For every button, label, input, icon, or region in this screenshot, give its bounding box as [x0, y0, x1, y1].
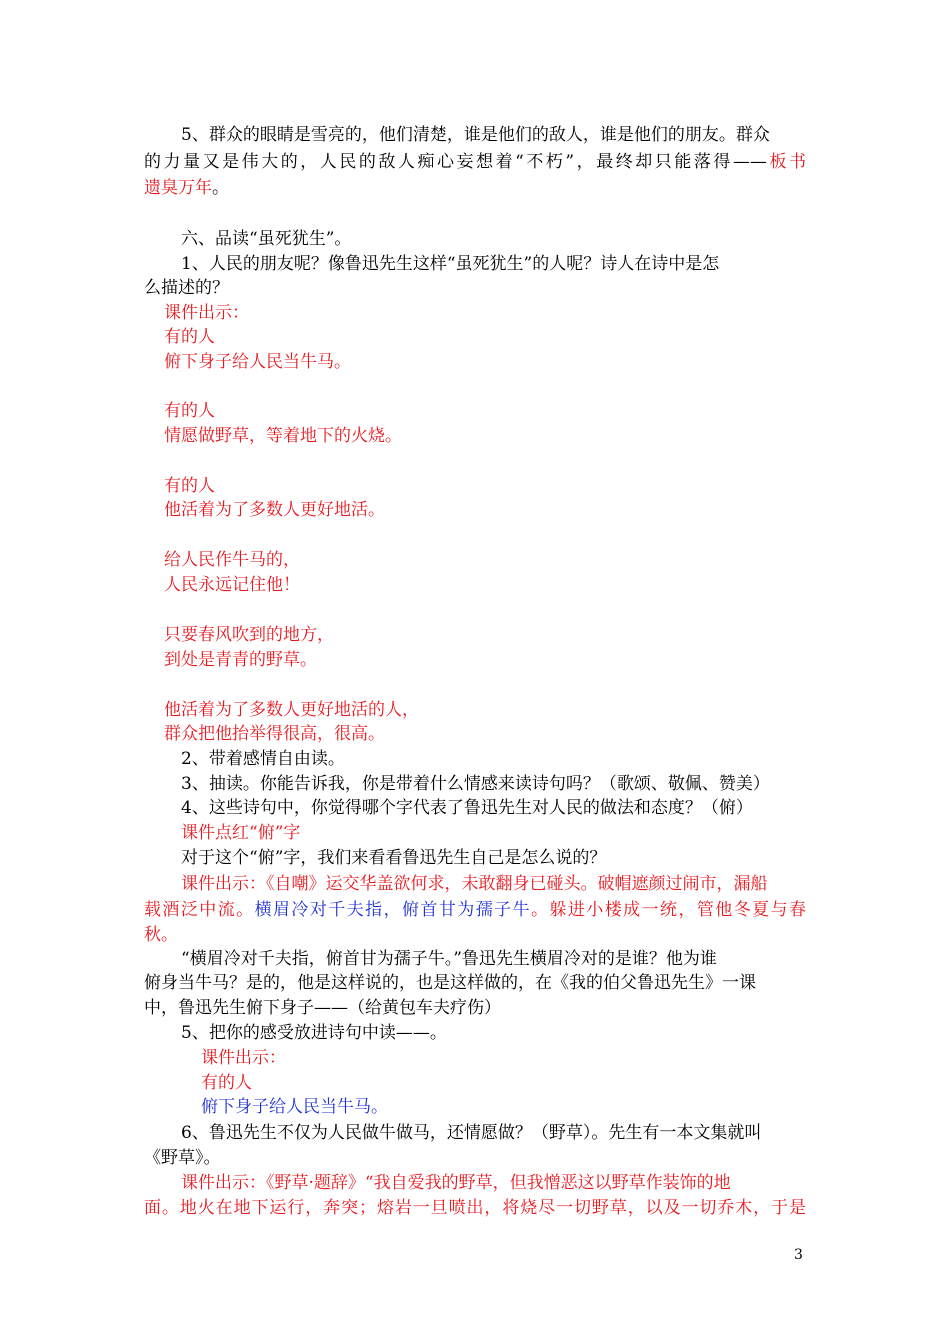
text-segment: 2、带着感情自由读。	[181, 749, 345, 769]
text-line	[181, 872, 768, 896]
poem-line	[164, 722, 385, 746]
text-segment: 群众把他抬举得很高，很高。	[164, 724, 385, 744]
text-segment: 课件出示：	[201, 1048, 286, 1068]
poem-line	[164, 325, 215, 349]
poem-line	[201, 1071, 252, 1095]
section-heading	[181, 227, 351, 251]
text-segment: 到处是青青的野草。	[164, 650, 317, 670]
text-line	[144, 971, 756, 995]
text-line	[181, 821, 300, 845]
text-line	[181, 796, 753, 820]
text-segment: 面。地火在地下运行，奔突；熔岩一旦喷出，将烧尽一切野草，以及一切乔木，于是	[144, 1198, 806, 1218]
text-line	[201, 1046, 286, 1070]
poem-line	[164, 350, 351, 374]
poem-line	[164, 498, 385, 522]
poem-line	[164, 698, 419, 722]
text-segment: “横眉冷对千夫指，俯首甘为孺子牛。”鲁迅先生横眉冷对的是谁？他为谁	[181, 949, 717, 969]
poem-line	[164, 424, 402, 448]
text-line	[144, 150, 806, 174]
text-segment: 课件出示：《野草·题辞》“我自爱我的野草，但我憎恶这以野草作装饰的地	[181, 1173, 731, 1193]
text-line	[144, 1196, 806, 1220]
text-line	[181, 846, 606, 870]
text-line	[181, 1121, 761, 1145]
text-segment: 人民永远记住他！	[164, 575, 300, 595]
text-segment: 给人民作牛马的，	[164, 550, 300, 570]
text-line	[144, 176, 229, 200]
text-line	[181, 252, 719, 276]
text-segment: 俯下身子给人民当牛马。	[164, 352, 351, 372]
text-line	[144, 276, 229, 300]
text-segment: 课件出示：《自嘲》运交华盖欲何求，未敢翻身已碰头。破帽遮颜过闹市，漏船	[181, 874, 768, 894]
poem-line	[164, 399, 215, 423]
text-segment: 载酒泛中流。	[144, 900, 255, 920]
text-line	[144, 1146, 221, 1170]
poem-line	[164, 474, 215, 498]
text-segment: 课件出示：	[164, 303, 249, 323]
text-segment: 1、人民的朋友呢？像鲁迅先生这样“虽死犹生”的人呢？诗人在诗中是怎	[181, 254, 720, 274]
text-line	[181, 772, 770, 796]
page-number: 3	[794, 1247, 803, 1263]
text-segment: 对于这个“俯”字，我们来看看鲁迅先生自己是怎么说的？	[181, 848, 607, 868]
text-segment: 中，鲁迅先生俯下身子——（给黄包车夫疗伤）	[144, 998, 501, 1018]
text-segment: 3、抽读。你能告诉我，你是带着什么情感来读诗句吗？（歌颂、敬佩、赞美）	[181, 774, 770, 794]
text-segment: 遗臭万年	[144, 178, 212, 198]
poem-line	[164, 573, 300, 597]
text-line	[144, 923, 178, 947]
text-segment: 有的人	[164, 401, 215, 421]
text-segment: 的力量又是伟大的，人民的敌人痴心妄想着“不朽”，最终却只能落得——	[144, 152, 767, 172]
text-segment: 有的人	[164, 327, 215, 347]
text-segment: 情愿做野草，等着地下的火烧。	[164, 426, 402, 446]
text-segment: 4、这些诗句中，你觉得哪个字代表了鲁迅先生对人民的做法和态度？（俯）	[181, 798, 753, 818]
text-segment: 横眉冷对千夫指，俯首甘为孺子牛	[254, 900, 532, 920]
text-segment: 他活着为了多数人更好地活。	[164, 500, 385, 520]
text-line	[144, 996, 501, 1020]
text-line	[164, 301, 249, 325]
text-segment: 《野草》。	[144, 1148, 221, 1168]
text-segment: 6、鲁迅先生不仅为人民做牛做马，还情愿做？（野草）。先生有一本文集就叫	[181, 1123, 762, 1143]
text-segment: 板书	[766, 152, 807, 172]
text-segment: 。躲进小楼成一统，管他冬夏与春	[531, 900, 807, 920]
text-line	[181, 1171, 731, 1195]
text-segment: 5、把你的感受放进诗句中读——。	[181, 1023, 447, 1043]
text-segment: 六、品读“虽死犹生”。	[181, 229, 352, 249]
text-segment: 。	[212, 178, 229, 198]
text-segment: 俯身当牛马？是的，他是这样说的，也是这样做的，在《我的伯父鲁迅先生》一课	[144, 973, 756, 993]
poem-line	[164, 623, 334, 647]
text-segment: 么描述的？	[144, 278, 229, 298]
text-line	[181, 1021, 447, 1045]
text-segment: 俯下身子给人民当牛马。	[201, 1097, 388, 1117]
text-line	[181, 747, 345, 771]
poem-line	[201, 1095, 388, 1119]
text-segment: 秋。	[144, 925, 178, 945]
text-segment: 有的人	[201, 1073, 252, 1093]
text-segment: 5、群众的眼睛是雪亮的，他们清楚，谁是他们的敌人，谁是他们的朋友。群众	[181, 125, 770, 145]
text-line	[144, 898, 806, 922]
text-line	[181, 123, 770, 147]
poem-line	[164, 648, 317, 672]
text-line	[181, 947, 717, 971]
text-segment: 只要春风吹到的地方，	[164, 625, 334, 645]
poem-line	[164, 548, 300, 572]
text-segment: 有的人	[164, 476, 215, 496]
text-segment: 课件点红“俯”字	[181, 823, 301, 843]
text-segment: 他活着为了多数人更好地活的人，	[164, 700, 419, 720]
